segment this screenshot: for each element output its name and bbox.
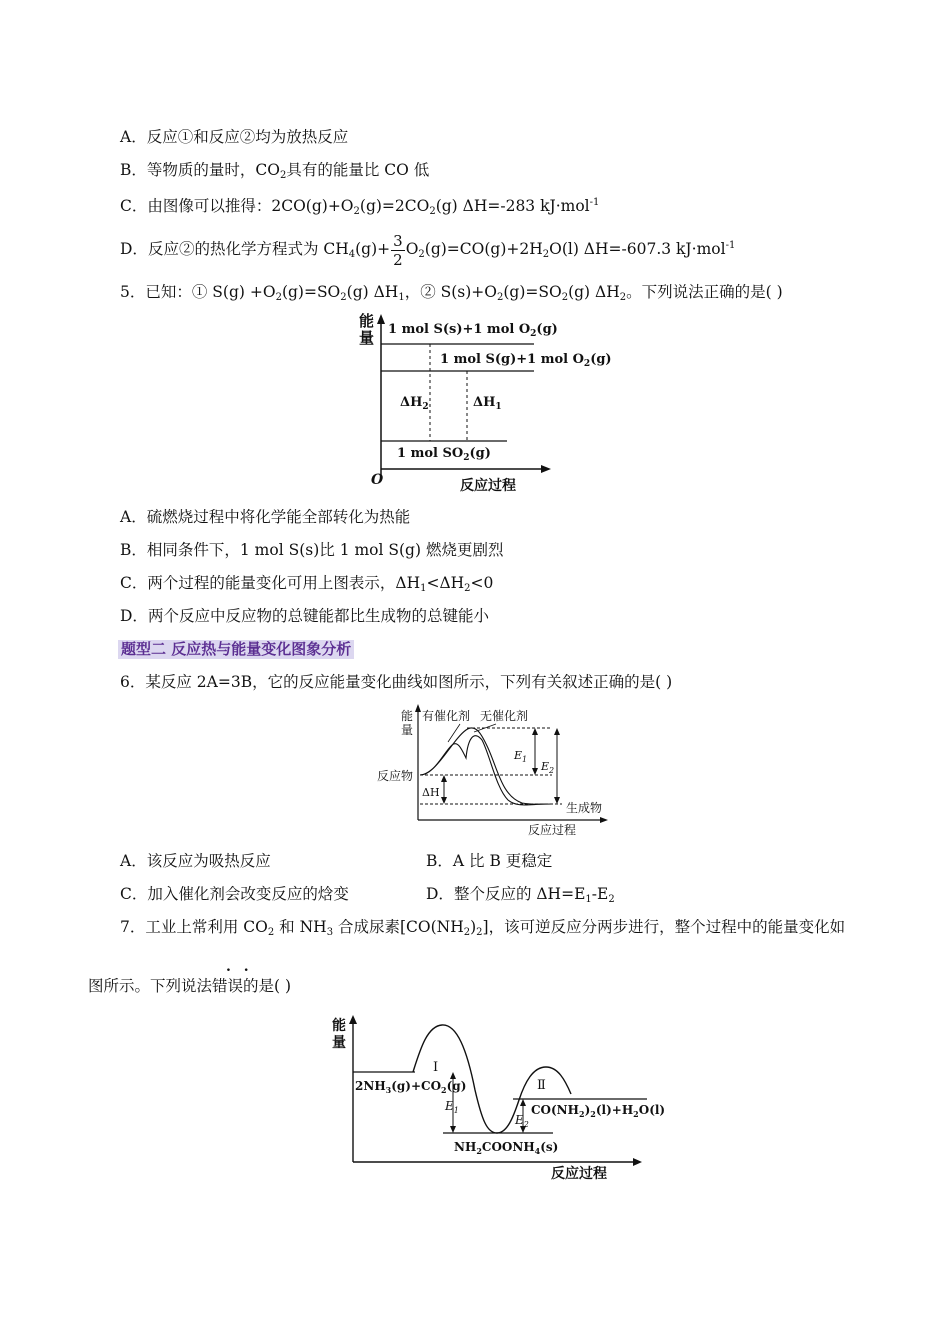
q7-stem-line2: 图所示。下列说法错误的是( ) (88, 977, 292, 995)
q6-option-b: B．A 比 B 更稳定 (426, 852, 553, 870)
dh2-label: $\Delta H_2$ (400, 395, 429, 412)
x-axis-label: 反应过程 (460, 478, 516, 494)
dh1-label: $\Delta H_1$ (473, 395, 502, 412)
q4-option-d: D．反应②的热化学方程式为 $CH_4(g)+$ $\frac{3}{2}$ $O_2(g)=CO(g)+2H_2O(l)$ ΔH=-607.3 kJ·mol$^{-1}$ (120, 231, 736, 269)
q4-option-c: C．由图像可以推得：$2CO(g)+O_2(g)=2CO_2(g)$ ΔH=-283 kJ·mol$^{-1}$ (120, 197, 600, 217)
peak-ii-label: Ⅱ (537, 1078, 546, 1093)
q6-option-c: C．加入催化剂会改变反应的焓变 (120, 885, 349, 903)
y-axis-label-2: 量 (359, 329, 375, 347)
peak-i-label: Ⅰ (433, 1060, 439, 1075)
q6-stem: 6．某反应 2A=3B，它的反应能量变化曲线如图所示，下列有关叙述正确的是( ) (120, 673, 673, 691)
reactants-label: $2NH_3(g)+CO_2(g)$ (355, 1079, 467, 1095)
no-catalyst-label: 无催化剂 (480, 709, 529, 723)
product-label: $CO(NH_2)_2(l)+H_2O(l)$ (531, 1103, 666, 1119)
origin-label: O (371, 472, 384, 488)
intermediate-label: $NH_2COONH_4(s)$ (454, 1140, 559, 1156)
q5-option-a: A．硫燃烧过程中将化学能全部转化为热能 (120, 508, 411, 526)
q5-stem: 5．已知：① $S(g) +O_2(g)=SO_2(g)$ $\Delta H_1$，② $S(s)+O_2(g)=SO_2(g)$ $\Delta H_2$。下列说法正确的是( ) (120, 283, 783, 303)
q7-stem-line1: 7．工业上常利用 $CO_2$ 和 $NH_3$ 合成尿素$[CO(NH_2)_2]$，该可逆反应分两步进行，整个过程中的能量变化如 (120, 918, 846, 938)
y-axis-label-2: 量 (401, 723, 414, 737)
q5-option-d: D．两个反应中反应物的总键能都比生成物的总键能小 (120, 607, 489, 625)
bottom-level-label: 1 mol $SO_2(g)$ (397, 446, 491, 463)
x-axis-label: 反应过程 (551, 1166, 607, 1182)
reactant-label: 反应物 (377, 769, 414, 783)
emphasis-dots: . . (226, 959, 253, 975)
q6-energy-diagram (372, 700, 622, 840)
q6-option-a: A．该反应为吸热反应 (120, 852, 271, 870)
section-title: 题型二 反应热与能量变化图象分析 (118, 640, 354, 659)
q4-option-b: B．等物质的量时，$CO_2$具有的能量比 CO 低 (120, 161, 430, 181)
q7-energy-diagram (325, 1010, 665, 1185)
x-axis-label: 反应过程 (528, 823, 577, 837)
q6-option-d: D．整个反应的 $\Delta H=E_1-E_2$ (426, 885, 615, 905)
y-axis-label-1: 能 (401, 709, 414, 723)
fraction-3-2: $\frac{3}{2}$ (393, 231, 403, 269)
q5-energy-diagram (352, 308, 612, 498)
mid-level-label: 1 mol S(g)+1 mol $O_2(g)$ (440, 352, 612, 369)
q5-option-c: C．两个过程的能量变化可用上图表示，$\Delta H_1<\Delta H_2<0$ (120, 574, 494, 594)
y-axis-label-1: 能 (359, 312, 375, 330)
catalyst-label: 有催化剂 (422, 709, 471, 723)
e2-label: $E_2$ (515, 1113, 529, 1129)
e1-label: $E_1$ (445, 1099, 459, 1115)
q5-option-b: B．相同条件下，1 mol S(s)比 1 mol S(g) 燃烧更剧烈 (120, 541, 504, 559)
e2-label: $E_2$ (541, 760, 555, 775)
e1-label: $E_1$ (514, 749, 528, 764)
y-axis-label-1: 能 (332, 1018, 346, 1034)
top-level-label: 1 mol S(s)+1 mol $O_2(g)$ (388, 322, 558, 339)
dh-label: ΔH (422, 786, 440, 799)
y-axis-label-2: 量 (332, 1035, 346, 1051)
q4-option-a: A．反应①和反应②均为放热反应 (120, 128, 349, 146)
product-label: 生成物 (566, 801, 603, 815)
